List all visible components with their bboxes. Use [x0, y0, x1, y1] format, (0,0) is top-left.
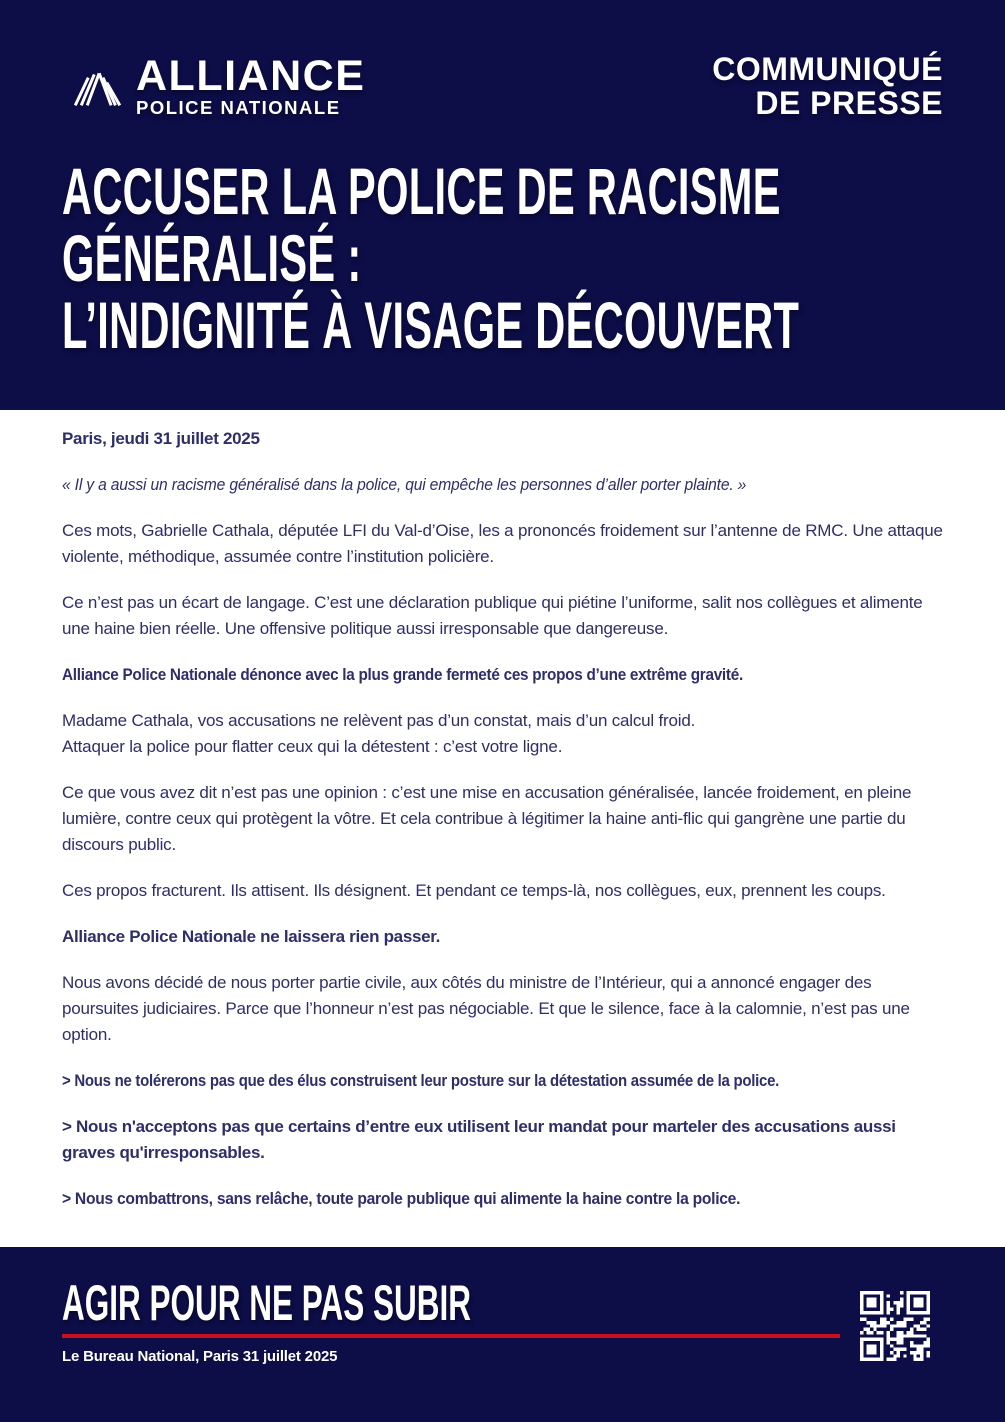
paragraph: Ce que vous avez dit n’est pas une opinion : c’est une mise en accusation généralisée, lancée froidement, en pleine lumière, contre ceux qui protègent la vôtre. Et cela contribue à légitimer la haine anti-flic qui gangrène une partie du discours public. — [62, 783, 912, 854]
paragraph: Ce n’est pas un écart de langage. C’est une déclaration publique qui piétine l’uniforme, salit nos collègues et alimente une haine bien réelle. Une offensive politique aussi irresponsable que dangereuse. — [62, 593, 923, 638]
footer-slogan: AGIR POUR NE PAS SUBIR — [62, 1275, 471, 1331]
statement-bold: Alliance Police Nationale ne laissera rien passer. — [62, 927, 441, 946]
bullet-statement: > Nous combattrons, sans relâche, toute parole publique qui alimente la haine contre la police. — [62, 1189, 741, 1208]
paragraph: Nous avons décidé de nous porter partie civile, aux côtés du ministre de l’Intérieur, qui a annoncé engager des poursuites judiciaires. Parce que l’honneur n’est pas négociable. Et que le silence, face à la calomnie, n’est pas une option. — [62, 973, 910, 1044]
brand-subtitle: POLICE NATIONALE — [136, 97, 341, 118]
footer — [0, 1247, 1005, 1422]
masthead — [0, 0, 1005, 410]
headline-line2: GÉNÉRALISÉ : — [62, 221, 362, 295]
paragraph: Madame Cathala, vos accusations ne relèvent pas d’un constat, mais d’un calcul froid. — [62, 711, 696, 730]
headline — [62, 154, 1005, 362]
footer-byline: Le Bureau National, Paris 31 juillet 2025 — [62, 1348, 338, 1365]
red-divider — [62, 1334, 840, 1338]
opening-quote: « Il y a aussi un racisme généralisé dans la police, qui empêche les personnes d’aller porter plainte. » — [62, 475, 747, 494]
statement-bold: Alliance Police Nationale dénonce avec la plus grande fermeté ces propos d’une extrême gravité. — [62, 665, 743, 684]
paragraph: Ces mots, Gabrielle Cathala, députée LFI du Val-d’Oise, les a prononcés froidement sur l’antenne de RMC. Une attaque violente, méthodique, assumée contre l’institution policière. — [62, 521, 943, 566]
document-body — [0, 410, 1005, 1232]
press-release-label — [712, 52, 943, 120]
bullet-statement: > Nous n'acceptons pas que certains d’entre eux utilisent leur mandat pour marteler des accusations aussi graves qu'irresponsables. — [62, 1117, 896, 1162]
alliance-logo-icon — [72, 56, 122, 120]
paragraph: Attaquer la police pour flatter ceux qui la détestent : c’est votre ligne. — [62, 737, 563, 756]
brand-name: ALLIANCE — [136, 52, 366, 100]
brand-text — [136, 52, 366, 119]
headline-line3: L’INDIGNITÉ À VISAGE DÉCOUVERT — [62, 288, 800, 362]
dateline: Paris, jeudi 31 juillet 2025 — [62, 429, 260, 448]
paragraph: Ces propos fracturent. Ils attisent. Ils désignent. Et pendant ce temps-là, nos collègues, eux, prennent les coups. — [62, 881, 886, 900]
bullet-statement: > Nous ne tolérerons pas que des élus construisent leur posture sur la détestation assumée de la police. — [62, 1071, 780, 1090]
qr-code-icon — [860, 1291, 930, 1361]
press-label-line1: COMMUNIQUÉ — [712, 51, 943, 87]
headline-line1: ACCUSER LA POLICE DE RACISME — [62, 154, 781, 228]
brand — [72, 52, 366, 120]
press-label-line2: DE PRESSE — [755, 85, 943, 121]
